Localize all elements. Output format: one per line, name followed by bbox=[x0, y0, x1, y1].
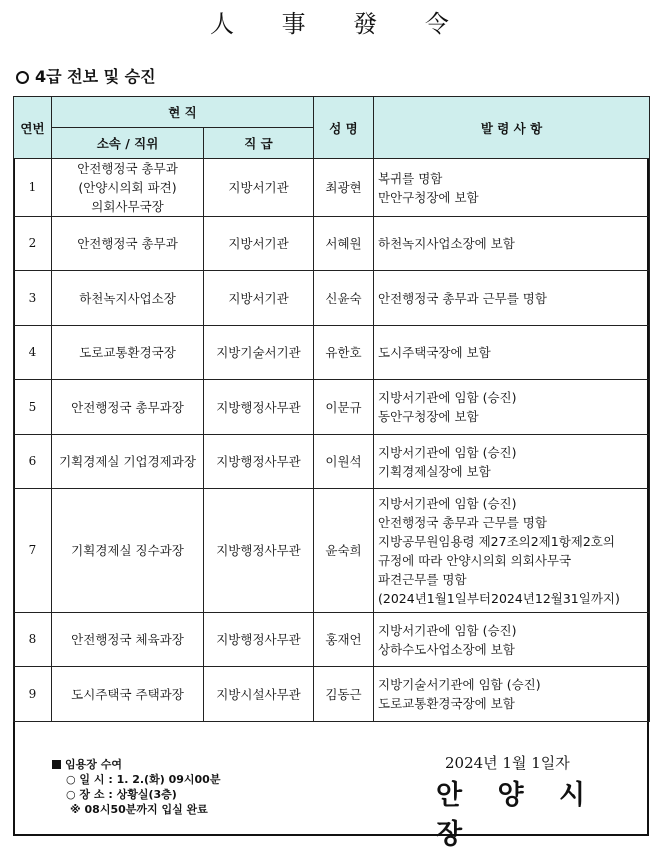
table-row bbox=[14, 217, 650, 271]
row-order bbox=[374, 667, 650, 722]
row-name: 김동근 bbox=[314, 667, 374, 722]
row-order bbox=[374, 380, 650, 435]
row-grade: 지방서기관 bbox=[204, 217, 314, 271]
row-name: 서혜원 bbox=[314, 217, 374, 271]
row-number: 9 bbox=[14, 667, 52, 722]
row-order bbox=[374, 217, 650, 271]
row-order bbox=[374, 326, 650, 380]
row-department bbox=[52, 380, 204, 435]
row-order bbox=[374, 489, 650, 613]
table-row bbox=[14, 667, 650, 722]
table-row bbox=[14, 613, 650, 667]
row-order-line: 안전행정국 총무과 근무를 명함 bbox=[378, 514, 547, 530]
row-grade: 지방행정사무관 bbox=[204, 489, 314, 613]
row-order-line: 안전행정국 총무과 근무를 명함 bbox=[378, 290, 547, 306]
row-department-line: (안양시의회 파견) bbox=[78, 180, 177, 195]
row-grade: 지방기술서기관 bbox=[204, 326, 314, 380]
row-order-line: 동안구청장에 보함 bbox=[378, 409, 479, 424]
row-order-line: 지방서기관에 임함 (승진) bbox=[378, 390, 517, 405]
circle-bullet-icon bbox=[16, 71, 29, 84]
row-number: 2 bbox=[14, 217, 52, 271]
row-number: 1 bbox=[14, 159, 52, 217]
row-name: 윤숙희 bbox=[314, 489, 374, 613]
row-grade: 지방행정사무관 bbox=[204, 613, 314, 667]
row-name: 이문규 bbox=[314, 380, 374, 435]
row-name: 신윤숙 bbox=[314, 271, 374, 326]
row-order-line: 복귀를 명함 bbox=[378, 170, 443, 186]
ceremony-place: ○ 장 소 : 상황실(3층) bbox=[66, 788, 177, 801]
header-order: 발 령 사 항 bbox=[374, 97, 650, 159]
header-grade: 직 급 bbox=[204, 128, 314, 159]
row-number: 8 bbox=[14, 613, 52, 667]
row-department bbox=[52, 159, 204, 217]
row-order-line: 지방공무원임용령 제27조의2제1항제2호의 bbox=[378, 533, 615, 549]
table-row bbox=[14, 271, 650, 326]
section-title-text: 4급 전보 및 승진 bbox=[35, 67, 156, 86]
row-department-line: 도시주택국 주택과장 bbox=[71, 686, 184, 702]
row-order-line: (2024년1월1일부터2024년12월31일까지) bbox=[378, 590, 620, 606]
row-grade: 지방서기관 bbox=[204, 159, 314, 217]
mayor-signature: 안 양 시 장 bbox=[436, 780, 599, 850]
row-order-line: 지방서기관에 임함 (승진) bbox=[378, 622, 517, 638]
header-department: 소속 / 직위 bbox=[52, 128, 204, 159]
row-number: 5 bbox=[14, 380, 52, 435]
header-name: 성 명 bbox=[314, 97, 374, 159]
table-row bbox=[14, 489, 650, 613]
row-name: 유한호 bbox=[314, 326, 374, 380]
row-order-line: 기획경제실장에 보함 bbox=[378, 463, 491, 479]
row-order-line: 지방서기관에 임함 (승진) bbox=[378, 495, 517, 511]
row-order-line: 도시주택국장에 보함 bbox=[378, 345, 491, 360]
row-department bbox=[52, 217, 204, 271]
row-grade: 지방행정사무관 bbox=[204, 380, 314, 435]
row-grade: 지방행정사무관 bbox=[204, 435, 314, 489]
row-order-line: 하천녹지사업소장에 보함 bbox=[378, 236, 515, 251]
row-department-line: 기획경제실 기업경제과장 bbox=[59, 454, 196, 469]
row-department-line: 안전행정국 총무과 bbox=[77, 161, 178, 176]
row-grade: 지방서기관 bbox=[204, 271, 314, 326]
ceremony-info bbox=[52, 757, 220, 817]
row-number: 3 bbox=[14, 271, 52, 326]
row-department-line: 하천녹지사업소장 bbox=[79, 290, 176, 306]
row-department bbox=[52, 613, 204, 667]
row-department bbox=[52, 435, 204, 489]
row-order bbox=[374, 271, 650, 326]
row-grade: 지방시설사무관 bbox=[204, 667, 314, 722]
table-row bbox=[14, 380, 650, 435]
row-department bbox=[52, 667, 204, 722]
header-current-position: 현 직 bbox=[52, 97, 314, 128]
document-title: 人 事 發 令 bbox=[210, 10, 469, 38]
row-department bbox=[52, 326, 204, 380]
row-name: 홍재언 bbox=[314, 613, 374, 667]
issue-date: 2024년 1월 1일자 bbox=[445, 754, 570, 772]
ceremony-title: 임용장 수여 bbox=[65, 758, 122, 771]
row-name: 최광현 bbox=[314, 159, 374, 217]
row-department bbox=[52, 489, 204, 613]
section-title bbox=[16, 64, 156, 87]
table-row bbox=[14, 159, 650, 217]
row-department bbox=[52, 271, 204, 326]
row-order-line: 상하수도사업소장에 보함 bbox=[378, 641, 515, 657]
row-order-line: 파견근무를 명함 bbox=[378, 571, 467, 587]
row-order-line: 지방기술서기관에 임함 (승진) bbox=[378, 677, 541, 692]
ceremony-note: ※ 08시50분까지 입실 완료 bbox=[70, 803, 208, 816]
row-number: 4 bbox=[14, 326, 52, 380]
row-department-line: 안전행정국 체육과장 bbox=[71, 632, 184, 647]
personnel-orders-table bbox=[13, 96, 650, 722]
row-department-line: 안전행정국 총무과 bbox=[77, 236, 178, 251]
row-order-line: 규정에 따라 안양시의회 의회사무국 bbox=[378, 552, 572, 568]
row-order bbox=[374, 435, 650, 489]
row-order bbox=[374, 159, 650, 217]
row-department-line: 도로교통환경국장 bbox=[79, 345, 176, 360]
row-order-line: 만안구청장에 보함 bbox=[378, 189, 479, 205]
ceremony-date: ○ 일 시 : 1. 2.(화) 09시00분 bbox=[66, 773, 221, 786]
row-order bbox=[374, 613, 650, 667]
table-row bbox=[14, 435, 650, 489]
row-order-line: 지방서기관에 임함 (승진) bbox=[378, 444, 517, 460]
row-number: 7 bbox=[14, 489, 52, 613]
row-department-line: 기획경제실 징수과장 bbox=[71, 543, 184, 558]
square-bullet-icon bbox=[52, 760, 61, 769]
header-no: 연번 bbox=[14, 97, 52, 159]
row-department-line: 안전행정국 총무과장 bbox=[71, 399, 184, 415]
row-department-line: 의회사무국장 bbox=[91, 199, 164, 214]
row-number: 6 bbox=[14, 435, 52, 489]
table-row bbox=[14, 326, 650, 380]
row-name: 이원석 bbox=[314, 435, 374, 489]
row-order-line: 도로교통환경국장에 보함 bbox=[378, 696, 515, 711]
